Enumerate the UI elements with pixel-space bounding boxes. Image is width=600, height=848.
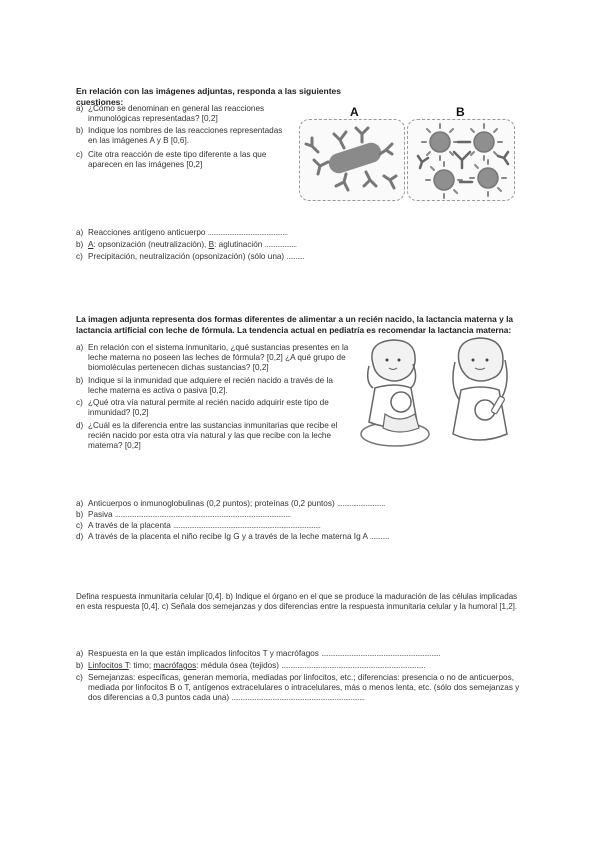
s1-question-b-text: Indique los nombres de las reacciones representadas en las imágenes A y B [0,6]. xyxy=(88,126,283,146)
image-a-opsonization xyxy=(299,119,405,201)
s3-answer-a-label: a) xyxy=(76,649,84,658)
s2-question-a-label: a) xyxy=(76,343,84,352)
s2-question-a-text: En relación con el sistema inmunitario, ¿qué sustancias presentes en la leche materna no poseen las leches de fórmula? [0,2] ¿A qué grupo de biomoléculas pertenecen dichas sustancias? [0,2] xyxy=(88,343,349,373)
s2-question-b-label: b) xyxy=(76,376,84,385)
s3-answer-a-dots: ................................................................... xyxy=(321,649,441,658)
s2-answer-a-dots: ........................... xyxy=(336,499,385,508)
s1-answer-c-text: Precipitación, neutralización (opsonización) (sólo una) xyxy=(88,252,285,261)
s1-question-c-label: c) xyxy=(76,150,83,159)
s1-answer-b-label: b) xyxy=(76,240,84,249)
s1-answer-b-dots: .................. xyxy=(264,240,297,249)
s2-answer-d-label: d) xyxy=(76,532,84,541)
s3-answer-b-key-2: macrófagos xyxy=(153,661,197,670)
s2-answer-c-label: c) xyxy=(76,521,83,530)
s3-answer-c-body xyxy=(88,673,528,704)
s2-answer-d-dots: ........... xyxy=(369,532,390,541)
s2-question-c-text: ¿Qué otra vía natural permite al recién nacido adquirir este tipo de inmunidad? [0,2] xyxy=(88,398,329,418)
s3-answer-c-label: c) xyxy=(76,673,83,682)
s1-answer-b-key-b: B xyxy=(208,240,215,249)
bacterium-antibodies-icon xyxy=(300,120,404,200)
s2-answer-d xyxy=(76,532,389,542)
s1-answer-c-label: c) xyxy=(76,252,83,261)
image-b-agglutination xyxy=(407,119,515,201)
image-label-a: A xyxy=(350,105,359,119)
s2-answer-b-dots: ................................................................................................... xyxy=(114,510,291,519)
section2-intro: La imagen adjunta representa dos formas diferentes de alimentar a un recién nacido, la lactancia materna y la lactancia artificial con leche de fórmula. La tendencia actual en pediatría es recomendar la lactancia materna: xyxy=(76,314,514,335)
s3-answer-b-label: b) xyxy=(76,661,84,670)
s2-answer-c xyxy=(76,521,320,531)
section3-intro: Defina respuesta inmunitaria celular [0,4]. b) Indique el órgano en el que se produce la maduración de las células implicadas en esta respuesta [0,4]. c) Señala dos semejanzas y dos diferencias entre la respuesta inmunitaria celular y la humoral [1,2]. xyxy=(76,592,518,612)
s1-answer-c-dots: .......... xyxy=(286,252,305,261)
s2-answer-b-label: b) xyxy=(76,510,84,519)
s1-answer-b-text-mid: : opsonización (neutralización), xyxy=(93,240,209,249)
mother-breastfeeding-icon xyxy=(361,340,429,446)
section1-intro: En relación con las imágenes adjuntas, responda a las siguientes cuestiones: xyxy=(76,86,342,107)
s2-answer-c-dots: ................................................................................... xyxy=(173,521,321,530)
s2-question-d-label: d) xyxy=(76,421,84,430)
breastfeeding-bottlefeeding-illustration xyxy=(355,334,525,454)
s1-answer-b xyxy=(76,240,297,250)
s2-answer-c-text: A través de la placenta xyxy=(88,521,171,530)
s1-question-a-text: ¿Cómo se denominan en general las reacciones inmunológicas representadas? [0,2] xyxy=(88,104,265,124)
s2-question-d-text: ¿Cuál es la diferencia entre las sustancias inmunitarias que recibe el recién nacido por esta otra vía natural y las que recibe con la leche materna? [0,2] xyxy=(88,421,338,451)
mother-bottlefeeding-icon xyxy=(453,338,507,440)
s2-question-b-text: Indique si la inmunidad que adquiere el recién nacido a través de la leche materna es activa o pasiva [0,2]. xyxy=(88,376,333,396)
s2-answer-a xyxy=(76,499,385,509)
s1-answer-a-dots: ............................................. xyxy=(207,228,288,237)
virus-antibodies-icon xyxy=(408,120,514,200)
s2-question-c-label: c) xyxy=(76,398,83,407)
s3-answer-b-dots: ................................................................................. xyxy=(281,661,426,670)
s1-answer-a xyxy=(76,228,288,238)
s3-answer-a xyxy=(76,649,440,659)
s3-answer-c-text: Semejanzas: específicas, generan memoria, mediadas por linfocitos, etc.; diferencias: presencia o no de anticuerpos, mediada por linfocitos B o T, antígenos extracelulares o intracelulares, más o menos lenta, etc. (sólo dos semejanzas y dos diferencias a 0,3 puntos cada una) xyxy=(88,673,520,703)
s1-answer-b-key-a: A xyxy=(88,240,94,249)
s1-question-c-text: Cite otra reacción de este tipo diferente a las que aparecen en las imágenes [0,2] xyxy=(88,150,267,170)
s2-answer-d-text: A través de la placenta el niño recibe Ig G y a través de la leche materna Ig A xyxy=(88,532,368,541)
s1-answer-a-label: a) xyxy=(76,228,84,237)
s3-answer-b xyxy=(76,661,425,671)
image-label-b: B xyxy=(456,105,465,119)
s3-answer-a-text: Respuesta en la que están implicados linfocitos T y macrófagos xyxy=(88,649,319,658)
s1-question-a-label: a) xyxy=(76,104,84,113)
s3-answer-b-text-mid: : timo; xyxy=(128,661,154,670)
s2-answer-a-label: a) xyxy=(76,499,84,508)
s1-answer-c xyxy=(76,252,304,262)
s3-answer-b-text-post: : médula ósea (tejidos) xyxy=(196,661,279,670)
s1-answer-a-text: Reacciones antígeno anticuerpo xyxy=(88,228,206,237)
s2-answer-b xyxy=(76,510,291,520)
s2-answer-a-text: Anticuerpos o inmunoglobulinas (0,2 puntos); proteínas (0,2 puntos) xyxy=(88,499,335,508)
s1-question-b-label: b) xyxy=(76,126,84,135)
s1-answer-b-text-post: : aglutinación xyxy=(214,240,263,249)
s3-answer-c-dots: ........................................................................... xyxy=(231,693,365,703)
s3-answer-b-key-1: Linfocitos T xyxy=(88,661,129,670)
s2-answer-b-text: Pasiva xyxy=(88,510,113,519)
